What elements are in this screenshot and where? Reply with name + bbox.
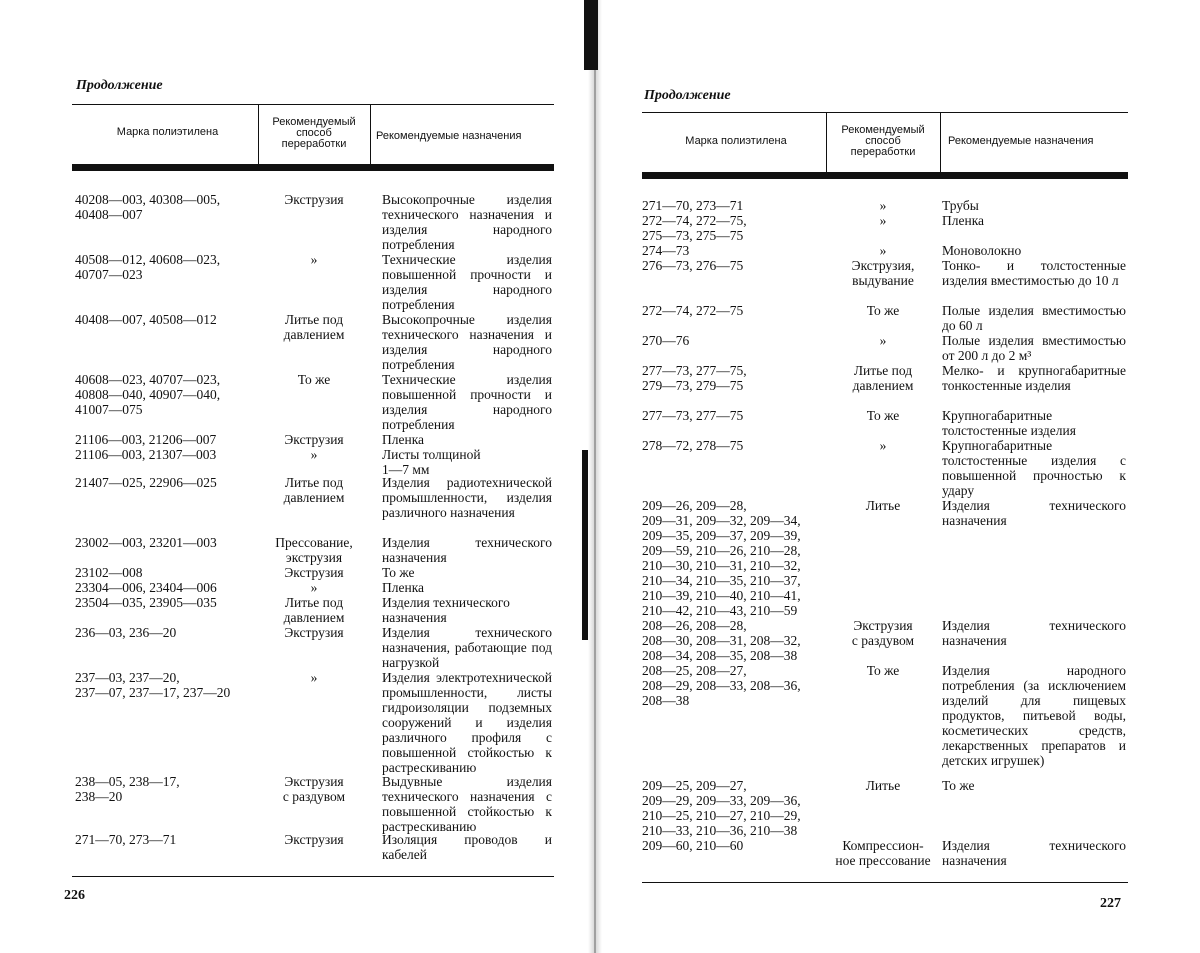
method-cell: »: [879, 438, 887, 453]
header-divider: [258, 104, 259, 164]
use-cell: То же Пленка Изделия технического назначения: [382, 565, 510, 625]
grade-cell: 209—25, 209—27, 209—29, 209—33, 209—36, 210—25, 210—27, 210—29, 210—33, 210—36, 210—38: [642, 778, 801, 838]
grade-cell: 271—70, 273—71 272—74, 272—75, 275—73, 275—75 274—73: [642, 198, 747, 258]
grade-cell: 270—76: [642, 333, 690, 348]
header-divider: [370, 104, 371, 164]
use-cell: Изделия технического назначения, работающие под нагрузкой: [382, 625, 552, 670]
use-cell: Изоляция проводов и кабелей: [382, 832, 552, 862]
header-divider: [940, 112, 941, 172]
grade-cell: 209—26, 209—28, 209—31, 209—32, 209—34, 209—35, 209—37, 209—39, 209—59, 210—26, 210—28, 210—30, 210—31, 210—32, 210—34, 210—35, 210—37, 210—39, 210—40, 210—41, 210—42, 210—43, 210—59: [642, 498, 801, 618]
table-bottom-rule: [72, 876, 554, 877]
use-cell: Крупногабаритные толстостенные изделия: [942, 408, 1076, 438]
use-cell: Изделия технического назначения: [382, 535, 552, 565]
method-cell: Экструзия: [284, 192, 344, 207]
grade-cell: 278—72, 278—75: [642, 438, 744, 453]
method-cell: Экструзия » Литье под давлением: [283, 565, 345, 625]
grade-cell: 276—73, 276—75: [642, 258, 744, 273]
method-cell: Экструзия, выдувание: [851, 258, 915, 288]
method-cell: Экструзия: [284, 832, 344, 847]
method-cell: То же: [866, 408, 900, 423]
table-bottom-rule: [642, 882, 1128, 883]
grade-cell: 209—60, 210—60: [642, 838, 744, 853]
use-cell: Изделия технического назначения: [942, 498, 1126, 528]
grade-cell: 21407—025, 22906—025: [75, 475, 217, 490]
method-cell: Литье под давлением: [852, 363, 914, 393]
header-bottom-rule: [642, 172, 1128, 179]
page-number: 227: [1100, 896, 1121, 911]
use-cell: Выдувные изделия технического назначения с повышенной стойкостью к растрескиванию: [382, 774, 552, 834]
use-cell: Мелко- и крупногабаритные тонкостенные изделия: [942, 363, 1126, 393]
method-cell: » » »: [879, 198, 887, 258]
use-cell: Высокопрочные изделия технического назначения и изделия народного потребления: [382, 192, 552, 252]
method-cell: Экструзия »: [284, 432, 344, 462]
method-cell: Прессование, экструзия: [275, 535, 353, 565]
header-bottom-rule: [72, 164, 554, 171]
grade-cell: 237—03, 237—20, 237—07, 237—17, 237—20: [75, 670, 231, 700]
header-use: Рекомендуемые назначения: [948, 135, 1094, 147]
grade-cell: 40408—007, 40508—012: [75, 312, 217, 327]
continuation-label: Продолжение: [644, 88, 731, 103]
use-cell: Изделия радиотехнической промышленности, изделия различного назначения: [382, 475, 552, 520]
use-cell: Технические изделия повышенной прочности и изделия народного потребления: [382, 372, 552, 432]
grade-cell: 277—73, 277—75: [642, 408, 744, 423]
method-cell: Литье: [865, 498, 901, 513]
grade-cell: 272—74, 272—75: [642, 303, 744, 318]
header-method: Рекомендуемый способ переработки: [841, 124, 925, 158]
use-cell: Пленка Листы толщиной 1—7 мм: [382, 432, 481, 477]
grade-cell: 208—25, 208—27, 208—29, 208—33, 208—36, 208—38: [642, 663, 801, 708]
method-cell: Литье: [865, 778, 901, 793]
table-top-rule: [642, 112, 1128, 113]
use-cell: Технические изделия повышенной прочности и изделия народного потребления: [382, 252, 552, 312]
header-divider: [826, 112, 827, 172]
use-cell: Полые изделия вместимостью от 200 л до 2 м³: [942, 333, 1126, 363]
method-cell: Компрессион- ное прессование: [835, 838, 931, 868]
use-cell: Изделия технического назначения: [942, 838, 1126, 868]
grade-cell: 277—73, 277—75, 279—73, 279—75: [642, 363, 747, 393]
gutter-shadow: [582, 450, 588, 640]
grade-cell: 40508—012, 40608—023, 40707—023: [75, 252, 221, 282]
grade-cell: 40608—023, 40707—023, 40808—040, 40907—040, 41007—075: [75, 372, 221, 417]
header-use: Рекомендуемые назначения: [376, 130, 522, 142]
method-cell: »: [879, 333, 887, 348]
grade-cell: 208—26, 208—28, 208—30, 208—31, 208—32, 208—34, 208—35, 208—38: [642, 618, 801, 663]
table-top-rule: [72, 104, 554, 105]
grade-cell: 23102—008 23304—006, 23404—006 23504—035, 23905—035: [75, 565, 217, 610]
use-cell: Тонко- и толстостенные изделия вместимостью до 10 л: [942, 258, 1126, 288]
method-cell: То же: [866, 663, 900, 678]
use-cell: Изделия технического назначения: [942, 618, 1126, 648]
use-cell: Крупногабаритные толстостенные изделия с повышенной прочностью к удару: [942, 438, 1126, 498]
grade-cell: 238—05, 238—17, 238—20: [75, 774, 180, 804]
gutter-shadow: [584, 0, 598, 70]
method-cell: »: [310, 670, 318, 685]
continuation-label: Продолжение: [76, 78, 163, 93]
method-cell: То же: [297, 372, 331, 387]
use-cell: Высокопрочные изделия технического назначения и изделия народного потребления: [382, 312, 552, 372]
page-number: 226: [64, 888, 85, 903]
grade-cell: 23002—003, 23201—003: [75, 535, 217, 550]
use-cell: Полые изделия вместимостью до 60 л: [942, 303, 1126, 333]
method-cell: Литье под давлением: [283, 312, 345, 342]
method-cell: Экструзия с раздувом: [282, 774, 346, 804]
method-cell: »: [310, 252, 318, 267]
method-cell: Экструзия с раздувом: [851, 618, 915, 648]
header-grade: Марка полиэтилена: [116, 126, 219, 138]
method-cell: Экструзия: [284, 625, 344, 640]
method-cell: То же: [866, 303, 900, 318]
grade-cell: 40208—003, 40308—005, 40408—007: [75, 192, 221, 222]
right-page: [600, 0, 1200, 953]
use-cell: Изделия народного потребления (за исключением изделий для пищевых продуктов, питьевой воды, косметических средств, лекарственных препаратов и детских игрушек): [942, 663, 1126, 768]
header-grade: Марка полиэтилена: [685, 135, 787, 147]
grade-cell: 21106—003, 21206—007 21106—003, 21307—003: [75, 432, 217, 462]
use-cell: То же: [942, 778, 975, 793]
grade-cell: 236—03, 236—20: [75, 625, 177, 640]
method-cell: Литье под давлением: [283, 475, 345, 505]
grade-cell: 271—70, 273—71: [75, 832, 177, 847]
use-cell: Трубы Пленка Моноволокно: [942, 198, 1022, 258]
header-method: Рекомендуемый способ переработки: [272, 116, 356, 150]
use-cell: Изделия электротехнической промышленности, листы гидроизоляции подземных сооружений и изделия различного профиля с повышенной стойкостью к растрескиванию: [382, 670, 552, 775]
left-page: [0, 0, 590, 953]
